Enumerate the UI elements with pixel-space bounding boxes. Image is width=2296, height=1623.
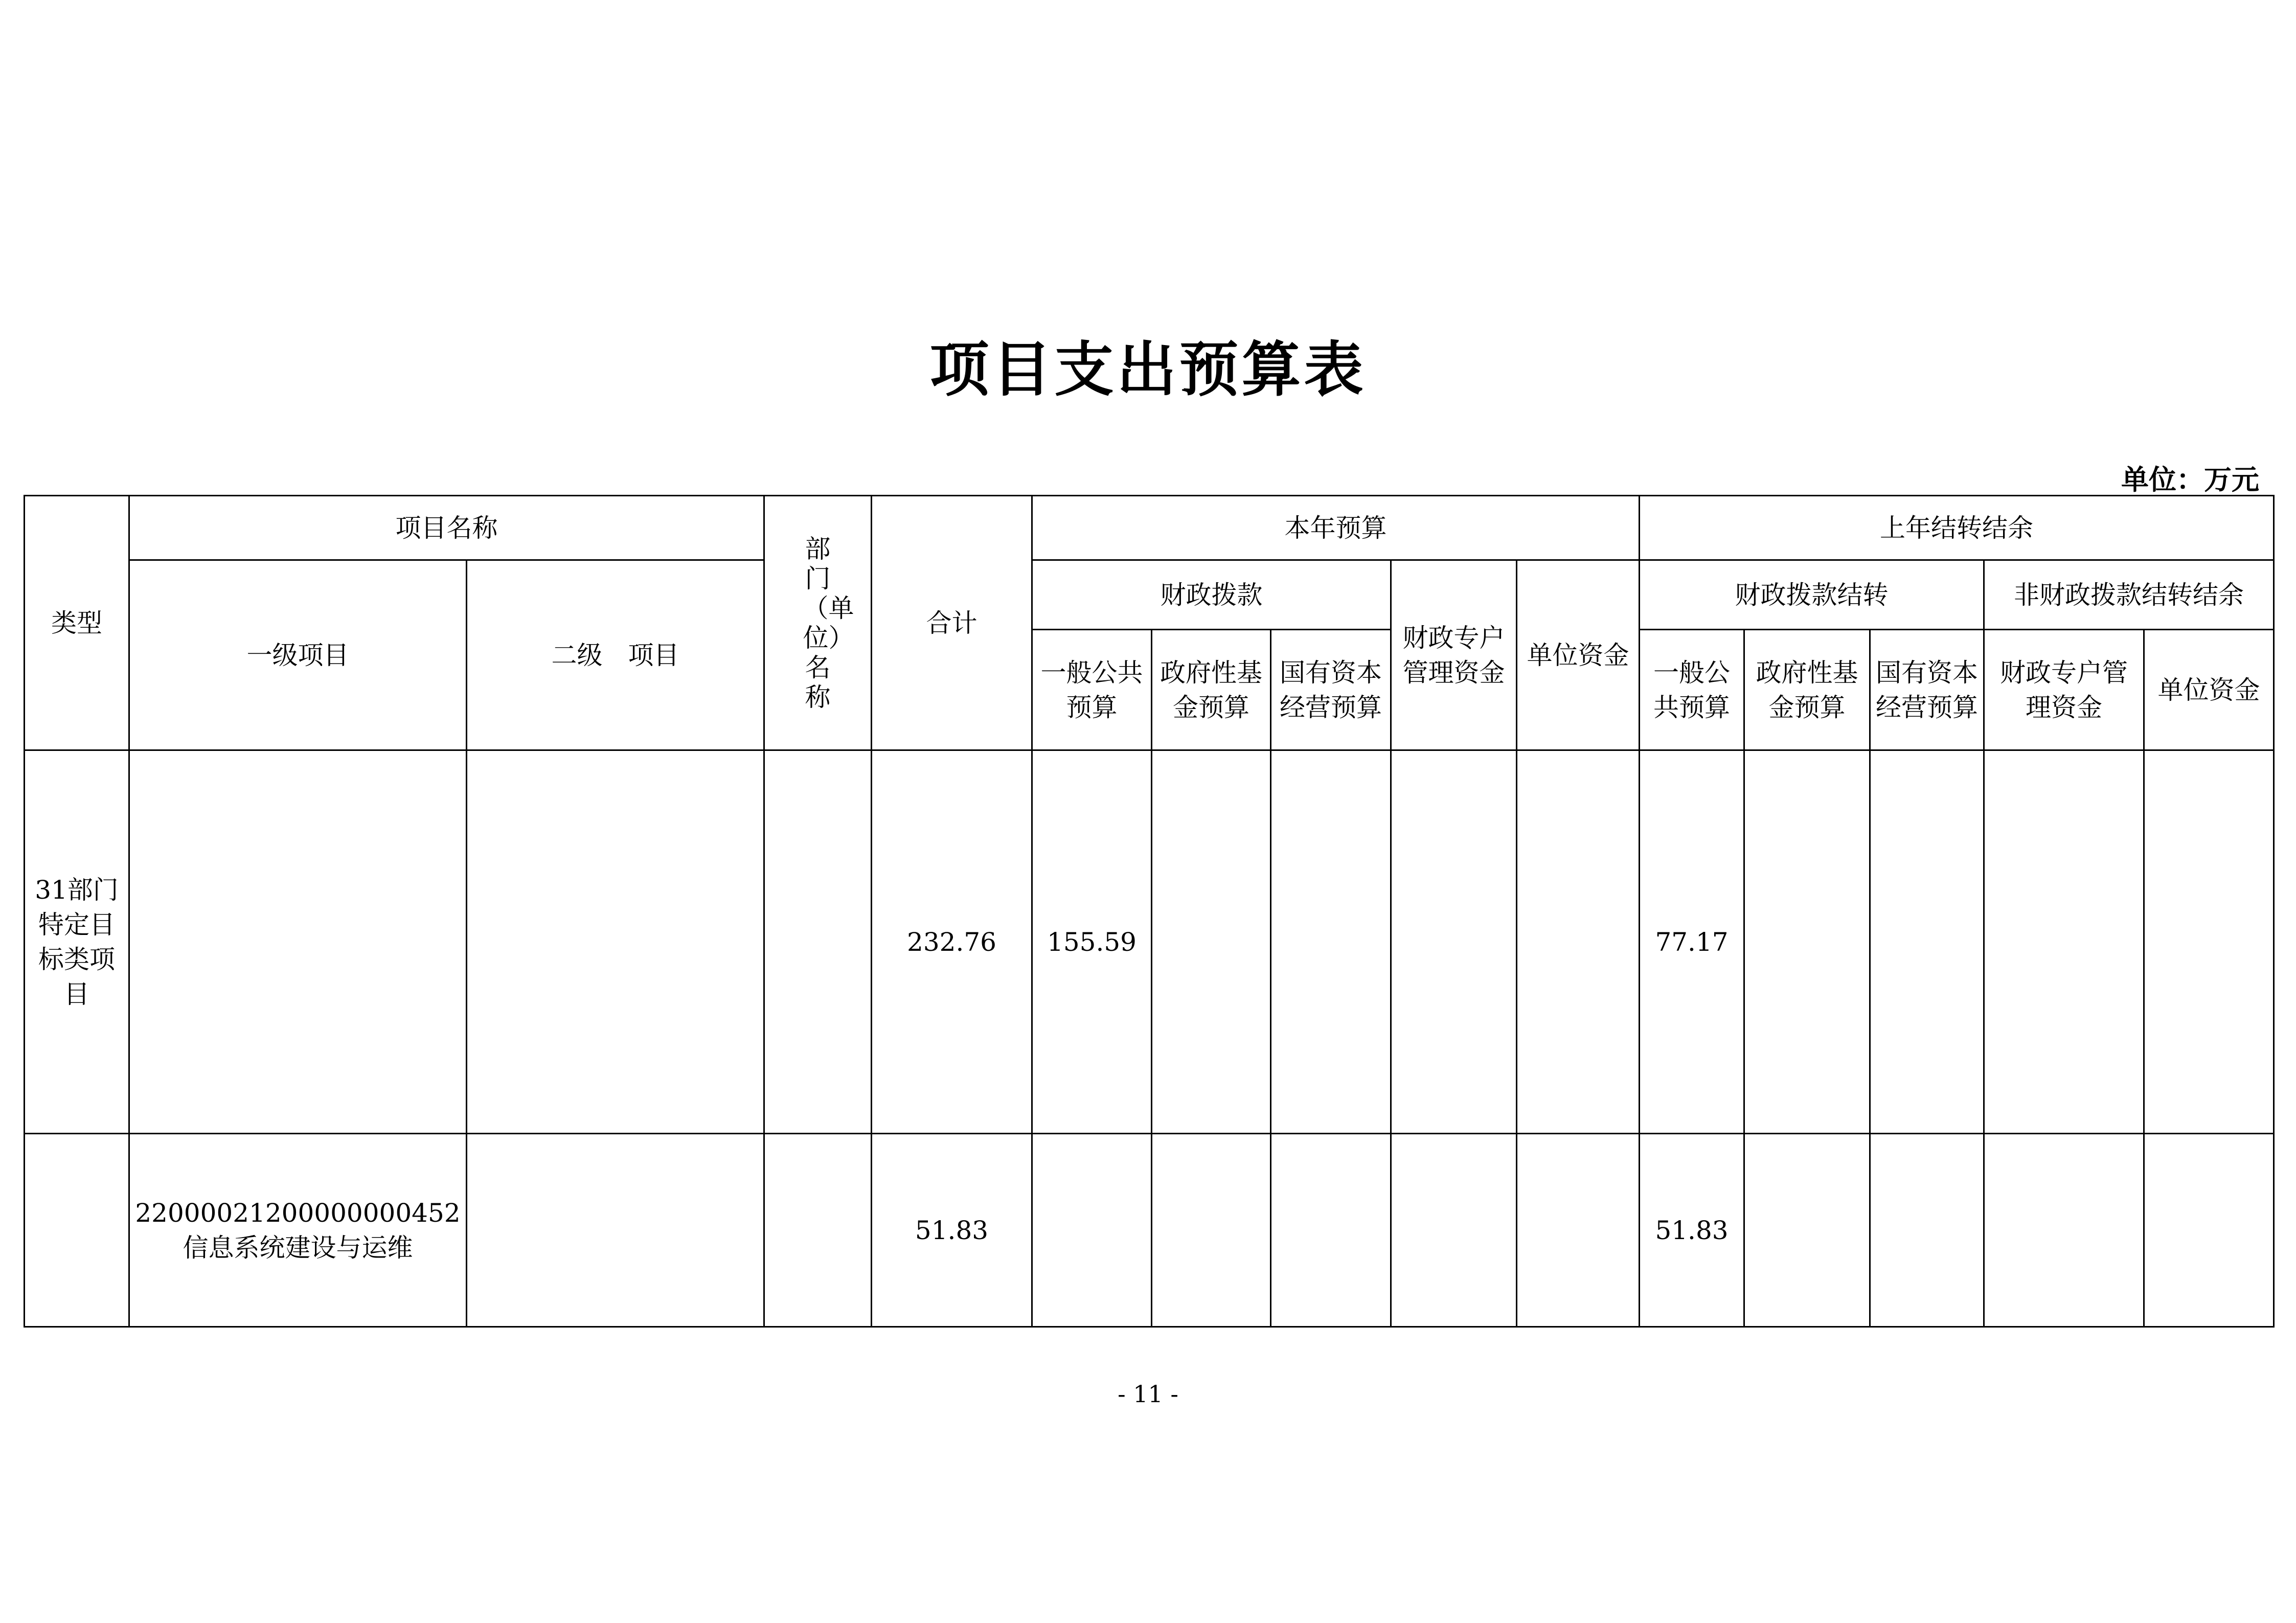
cell-level2: [467, 1134, 764, 1327]
cell-gov-fund: [1152, 750, 1271, 1134]
header-ly-gov-fund: 政府性基金预算: [1744, 630, 1870, 750]
cell-type: 31部门特定目标类项目: [25, 750, 129, 1134]
cell-general-public: [1032, 1134, 1152, 1327]
header-row-1: [25, 496, 2274, 560]
header-ly-state-capital: 国有资本经营预算: [1870, 630, 1984, 750]
cell-dept: [764, 750, 872, 1134]
header-non-fiscal-carryover: 非财政拨款结转结余: [1984, 560, 2274, 630]
cell-unit-funds: [1517, 750, 1640, 1134]
cell-special-account: [1391, 1134, 1517, 1327]
cell-ly-unit-funds: [2144, 1134, 2274, 1327]
cell-ly-special-account: [1984, 750, 2144, 1134]
header-fiscal-allocation: 财政拨款: [1032, 560, 1391, 630]
cell-total: 51.83: [872, 1134, 1032, 1327]
header-dept: [764, 496, 872, 750]
cell-state-capital: [1271, 1134, 1391, 1327]
table-row: [25, 1134, 2274, 1327]
header-project-name: 项目名称: [129, 496, 764, 560]
header-last-year: 上年结转结余: [1640, 496, 2274, 560]
header-ly-unit-funds: 单位资金: [2144, 630, 2274, 750]
header-ly-general-public: 一般公共预算: [1640, 630, 1744, 750]
cell-state-capital: [1271, 750, 1391, 1134]
header-total: 合计: [872, 496, 1032, 750]
header-gov-fund: 政府性基金预算: [1152, 630, 1271, 750]
header-row-2: [25, 560, 2274, 630]
cell-special-account: [1391, 750, 1517, 1134]
cell-ly-general-public: 51.83: [1640, 1134, 1744, 1327]
budget-table: [24, 495, 2275, 1328]
header-ly-special-account: 财政专户管理资金: [1984, 630, 2144, 750]
header-type: 类型: [25, 496, 129, 750]
cell-total: 232.76: [872, 750, 1032, 1134]
header-state-capital: 国有资本经营预算: [1271, 630, 1391, 750]
cell-level1: [129, 750, 467, 1134]
cell-level2: [467, 750, 764, 1134]
cell-dept: [764, 1134, 872, 1327]
cell-level1: 22000021200000000452信息系统建设与运维: [129, 1134, 467, 1327]
cell-type: [25, 1134, 129, 1327]
cell-ly-unit-funds: [2144, 750, 2274, 1134]
header-special-account: 财政专户管理资金: [1391, 560, 1517, 750]
cell-ly-state-capital: [1870, 1134, 1984, 1327]
header-unit-funds: 单位资金: [1517, 560, 1640, 750]
unit-label: 单位：万元: [2121, 464, 2259, 496]
cell-ly-gov-fund: [1744, 750, 1870, 1134]
cell-general-public: 155.59: [1032, 750, 1152, 1134]
header-dept-text: 部门（单位）名称: [803, 534, 854, 712]
page-title: 项目支出预算表: [929, 335, 1367, 404]
header-level1: 一级项目: [129, 560, 467, 750]
header-level2: 二级 项目: [467, 560, 764, 750]
table-row: [25, 750, 2274, 1134]
cell-gov-fund: [1152, 1134, 1271, 1327]
header-fiscal-carryover: 财政拨款结转: [1640, 560, 1984, 630]
cell-ly-special-account: [1984, 1134, 2144, 1327]
cell-ly-gov-fund: [1744, 1134, 1870, 1327]
header-current-year: 本年预算: [1032, 496, 1640, 560]
header-general-public: 一般公共预算: [1032, 630, 1152, 750]
cell-ly-general-public: 77.17: [1640, 750, 1744, 1134]
cell-unit-funds: [1517, 1134, 1640, 1327]
cell-ly-state-capital: [1870, 750, 1984, 1134]
page-number: - 11 -: [1118, 1380, 1178, 1408]
